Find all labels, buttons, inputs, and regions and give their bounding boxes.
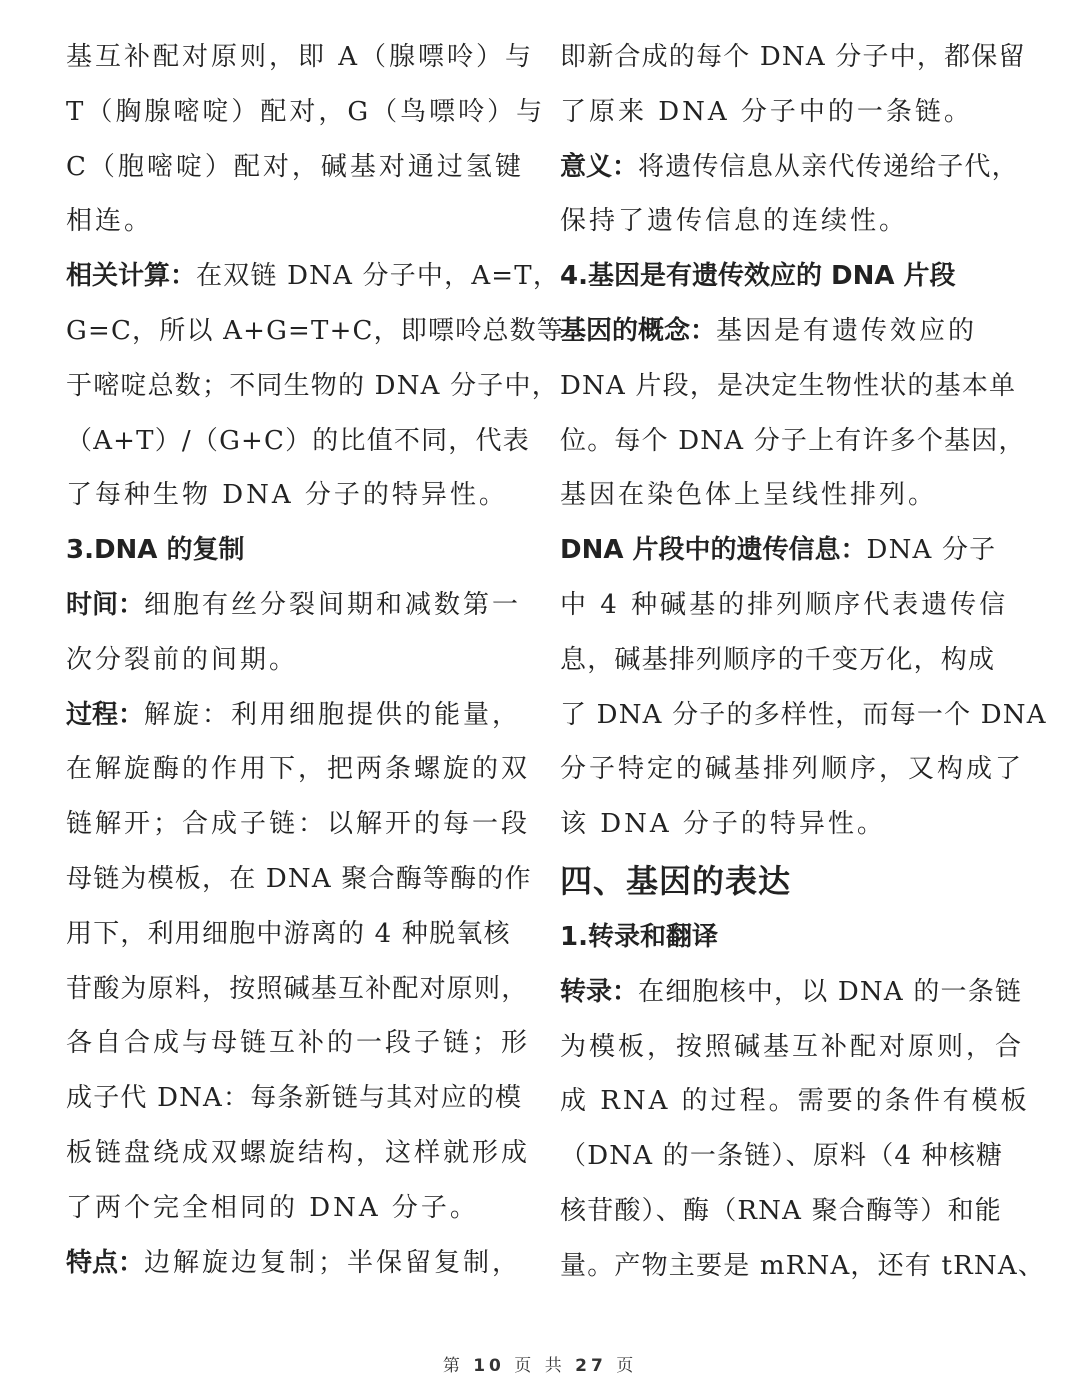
text-line: 息，碱基排列顺序的千变万化，构成	[560, 644, 996, 675]
footer-middle: 页 共	[514, 1356, 566, 1376]
info-label: DNA 片段中的遗传信息：	[560, 535, 867, 566]
text-line: T（胸腺嘧啶）配对，G（鸟嘌呤）与	[66, 96, 546, 127]
page-number: 10	[473, 1356, 505, 1376]
info-paragraph-first-line	[560, 523, 1040, 578]
meaning-label: 意义：	[560, 151, 639, 182]
page-footer	[0, 1351, 1080, 1376]
text-line: 用下，利用细胞中游离的 4 种脱氧核	[66, 918, 511, 949]
process-paragraph-first-line	[66, 688, 546, 743]
text-line: 母链为模板，在 DNA 聚合酶等酶的作	[66, 863, 532, 894]
text-line: 中 4 种碱基的排列顺序代表遗传信	[560, 589, 1009, 620]
heading-gene-dna-segment: 4.基因是有遗传效应的 DNA 片段	[560, 261, 956, 292]
text-line: 位。每个 DNA 分子上有许多个基因，	[560, 425, 1026, 456]
text-line: 了原来 DNA 分子中的一条链。	[560, 96, 973, 127]
text-line: C（胞嘧啶）配对，碱基对通过氢键	[66, 151, 524, 182]
text-line: 了两个完全相同的 DNA 分子。	[66, 1192, 479, 1223]
text-span: 边解旋边复制；半保留复制，	[144, 1247, 522, 1278]
text-line: 了 DNA 分子的多样性，而每一个 DNA	[560, 699, 1047, 730]
text-line: 基因在染色体上呈线性排列。	[560, 480, 938, 511]
time-label: 时间：	[66, 589, 145, 620]
text-line: 成子代 DNA：每条新链与其对应的模	[66, 1083, 523, 1114]
meaning-paragraph-first-line	[560, 140, 1040, 195]
text-span: 在细胞核中，以 DNA 的一条链	[638, 976, 1023, 1007]
text-line: 各自合成与母链互补的一段子链；形	[66, 1028, 531, 1059]
footer-prefix: 第	[442, 1356, 464, 1376]
text-line: 链解开；合成子链：以解开的每一段	[66, 809, 531, 840]
text-line: 保持了遗传信息的连续性。	[560, 206, 909, 237]
text-line: 于嘧啶总数；不同生物的 DNA 分子中，	[66, 370, 559, 401]
time-paragraph-first-line	[66, 578, 546, 633]
transcription-label: 转录：	[560, 976, 639, 1007]
text-line: 相连。	[66, 206, 154, 237]
heading-transcription-translation: 1.转录和翻译	[560, 921, 718, 952]
text-line: DNA 片段，是决定生物性状的基本单	[560, 370, 1017, 401]
section-title-gene-expression: 四、基因的表达	[560, 861, 792, 900]
text-span: 将遗传信息从亲代传递给子代，	[638, 151, 1019, 182]
text-line: 基互补配对原则，即 A（腺嘌呤）与	[66, 42, 535, 72]
left-column	[66, 30, 565, 1290]
process-label: 过程：	[66, 699, 145, 730]
text-line: 在解旋酶的作用下，把两条螺旋的双	[66, 754, 531, 785]
text-line: 为模板，按照碱基互补配对原则，合	[560, 1031, 1025, 1062]
right-column	[560, 30, 1047, 1294]
text-line: （DNA 的一条链）、原料（4 种核糖	[560, 1141, 1004, 1172]
text-span: 在双链 DNA 分子中，A=T，	[196, 261, 561, 292]
heading-dna-replication: 3.DNA 的复制	[66, 535, 245, 566]
text-line: G=C，所以 A+G=T+C，即嘌呤总数等	[66, 315, 565, 346]
text-span: 解旋：利用细胞提供的能量，	[144, 699, 522, 730]
text-line: 板链盘绕成双螺旋结构，这样就形成	[66, 1137, 531, 1168]
text-span: 细胞有丝分裂间期和减数第一	[144, 589, 522, 620]
concept-label: 基因的概念：	[560, 315, 717, 346]
text-line: 了每种生物 DNA 分子的特异性。	[66, 480, 508, 511]
text-line: 次分裂前的间期。	[66, 644, 299, 675]
concept-paragraph-first-line	[560, 304, 1040, 359]
text-line: 苷酸为原料，按照碱基互补配对原则，	[66, 973, 529, 1004]
feature-paragraph-first-line	[66, 1236, 546, 1291]
text-line: 量。产物主要是 mRNA，还有 tRNA、	[560, 1250, 1046, 1281]
text-line: 核苷酸）、酶（RNA 聚合酶等）和能	[560, 1195, 1002, 1226]
footer-suffix: 页	[616, 1356, 638, 1376]
text-span: 基因是有遗传效应的	[716, 315, 978, 346]
text-line: 分子特定的碱基排列顺序，又构成了	[560, 754, 1025, 785]
text-line: （A+T）/（G+C）的比值不同，代表	[66, 425, 530, 456]
text-line: 成 RNA 的过程。需要的条件有模板	[560, 1086, 1030, 1117]
text-line: 该 DNA 分子的特异性。	[560, 809, 886, 840]
feature-label: 特点：	[66, 1247, 145, 1278]
calc-label: 相关计算：	[66, 261, 197, 292]
page-total: 27	[575, 1356, 607, 1376]
text-span: DNA 分子	[866, 535, 997, 566]
transcription-paragraph-first-line	[560, 965, 1040, 1020]
text-line: 即新合成的每个 DNA 分子中，都保留	[560, 42, 1026, 72]
calc-paragraph-first-line	[66, 249, 561, 304]
